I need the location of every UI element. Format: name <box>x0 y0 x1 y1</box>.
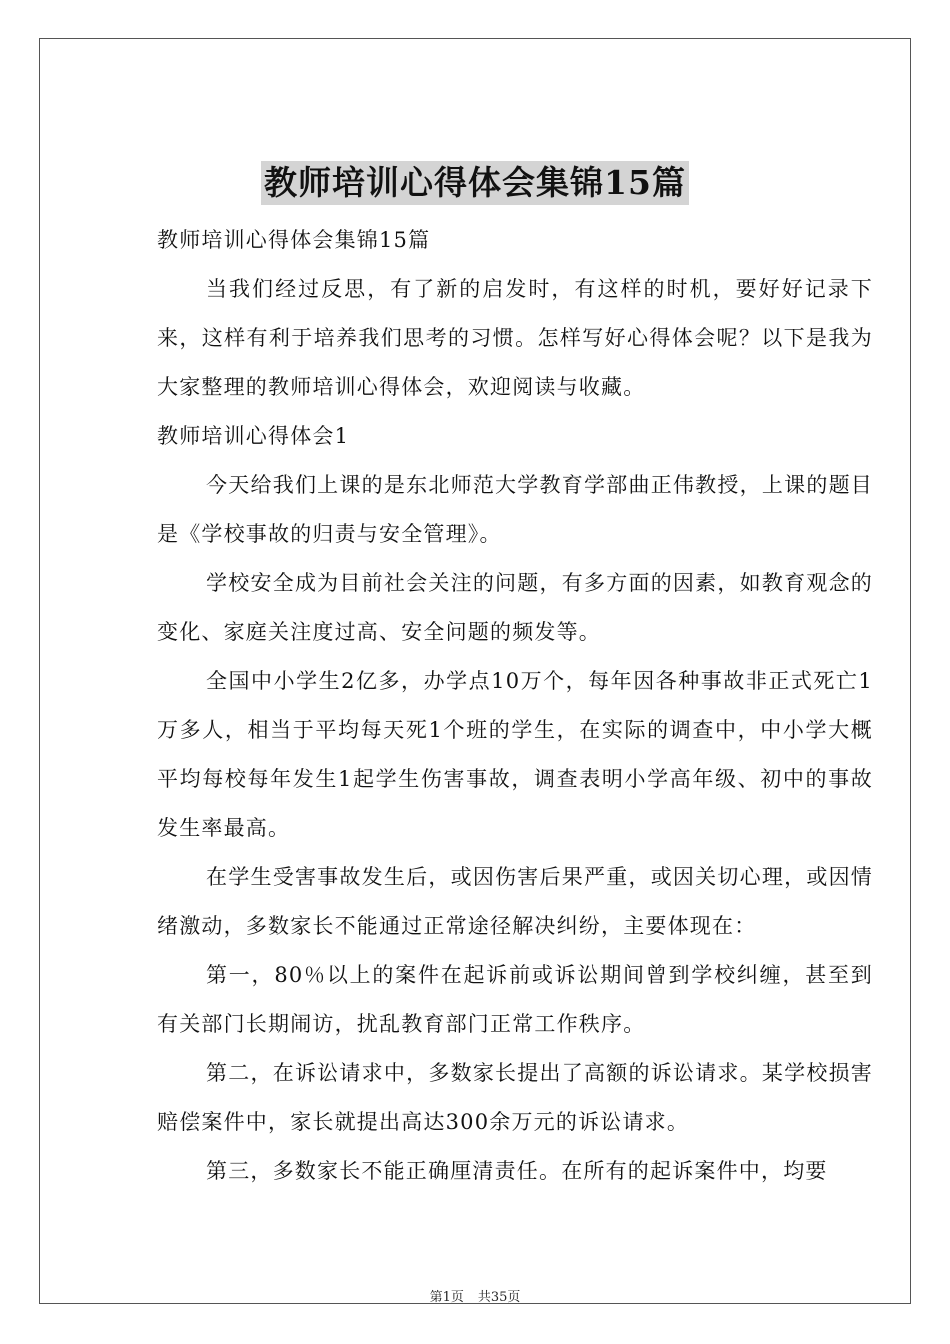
paragraph: 当我们经过反思，有了新的启发时，有这样的时机，要好好记录下来，这样有利于培养我们思考的习惯。怎样写好心得体会呢？以下是我为大家整理的教师培训心得体会，欢迎阅读与收藏。 <box>157 277 873 399</box>
title-wrap <box>40 161 910 205</box>
paragraph: 全国中小学生2亿多，办学点10万个，每年因各种事故非正式死亡1万多人，相当于平均每天死1个班的学生，在实际的调查中，中小学大概平均每校每年发生1起学生伤害事故，调查表明小学高年级、初中的事故发生率最高。 <box>157 669 873 840</box>
paragraph: 学校安全成为目前社会关注的问题，有多方面的因素，如教育观念的变化、家庭关注度过高、安全问题的频发等。 <box>157 571 873 644</box>
paragraph: 在学生受害事故发生后，或因伤害后果严重，或因关切心理，或因情绪激动，多数家长不能通过正常途径解决纠纷，主要体现在： <box>157 865 873 938</box>
document-page <box>39 38 911 1304</box>
paragraph: 第三，多数家长不能正确厘清责任。在所有的起诉案件中，均要 <box>206 1159 828 1183</box>
section-heading: 教师培训心得体会1 <box>157 424 350 448</box>
paragraph: 教师培训心得体会集锦15篇 <box>157 228 431 252</box>
paragraph: 今天给我们上课的是东北师范大学教育学部曲正伟教授，上课的题目是《学校事故的归责与安全管理》。 <box>157 473 873 546</box>
page-total: 共35页 <box>477 1290 521 1305</box>
page-footer <box>40 1286 910 1305</box>
page-title: 教师培训心得体会集锦15篇 <box>261 161 689 205</box>
page-number: 第1页 <box>429 1290 464 1305</box>
paragraph: 第二，在诉讼请求中，多数家长提出了高额的诉讼请求。某学校损害赔偿案件中，家长就提出高达300余万元的诉讼请求。 <box>157 1061 873 1134</box>
document-body <box>157 216 873 1196</box>
paragraph: 第一，80％以上的案件在起诉前或诉讼期间曾到学校纠缠，甚至到有关部门长期闹访，扰乱教育部门正常工作秩序。 <box>157 963 873 1036</box>
